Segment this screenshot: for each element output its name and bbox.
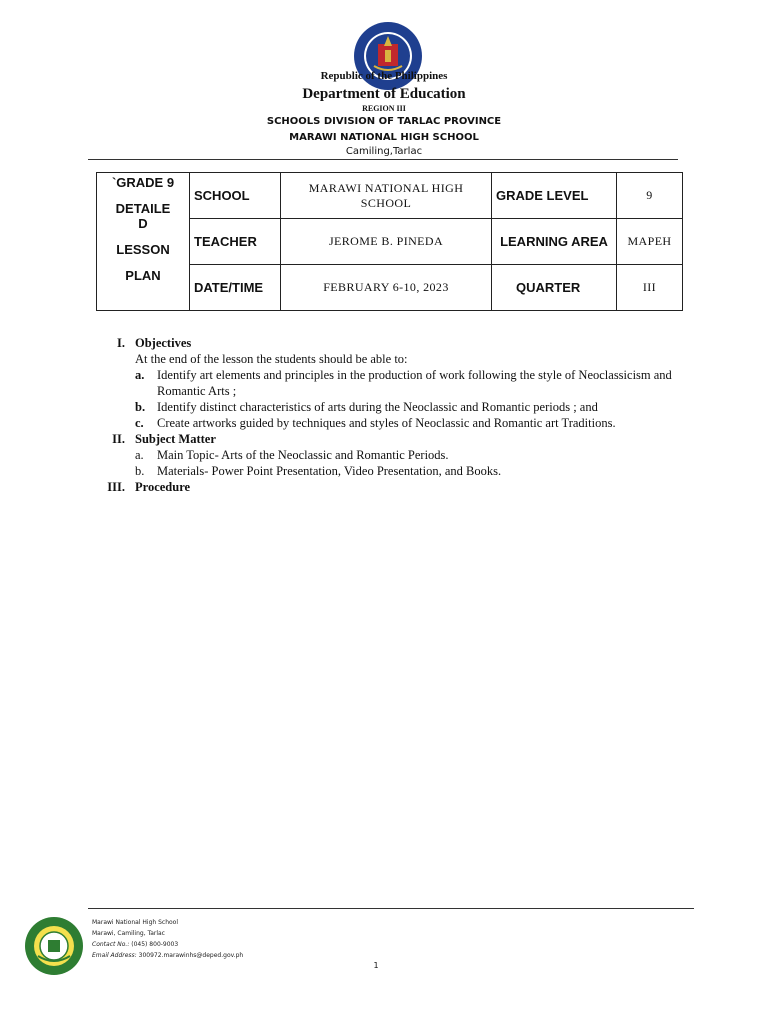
list-item — [88, 463, 688, 479]
school-logo — [24, 916, 84, 976]
item-text: Identify distinct characteristics of arts during the Neoclassic and Romantic periods ; and — [157, 400, 598, 414]
grade-line-4: PLAN — [125, 268, 161, 283]
list-item — [88, 447, 688, 463]
lesson-content — [88, 335, 688, 495]
list-item — [88, 399, 688, 415]
section-title: Subject Matter — [135, 432, 216, 446]
grade-level-label: GRADE LEVEL — [492, 173, 617, 219]
location-line: Camiling,Tarlac — [345, 146, 423, 157]
datetime-label: DATE/TIME — [190, 265, 281, 311]
teacher-label: TEACHER — [190, 219, 281, 265]
section-subject-matter — [88, 431, 688, 447]
contact-label: Contact No.: — [92, 941, 130, 948]
page-number: 1 — [373, 961, 379, 970]
section-number: III. — [107, 480, 125, 494]
school-line: MARAWI NATIONAL HIGH SCHOOL — [289, 132, 479, 143]
grade-level-value: 9 — [617, 173, 683, 219]
learning-area-label: LEARNING AREA — [492, 219, 617, 265]
section-title: Procedure — [135, 480, 191, 494]
learning-area-value: MAPEH — [617, 219, 683, 265]
item-letter: a. — [135, 368, 145, 382]
footer-address: Marawi, Camiling, Tarlac — [92, 930, 165, 937]
teacher-value: JEROME B. PINEDA — [281, 219, 492, 265]
header-divider — [88, 159, 678, 160]
footer-info — [92, 917, 243, 961]
section-objectives — [88, 335, 688, 351]
republic-line: Republic of the Philippines — [320, 70, 448, 82]
section-number: I. — [117, 336, 125, 350]
datetime-value: FEBRUARY 6-10, 2023 — [281, 265, 492, 311]
grade-lesson-plan-cell — [97, 173, 190, 311]
department-title: Department of Education — [302, 86, 466, 102]
item-text: Identify art elements and principles in the production of work following the style of Neoclassicism and Romantic Arts ; — [157, 368, 672, 398]
item-letter: a. — [135, 448, 144, 462]
item-letter: b. — [135, 400, 146, 414]
section-title: Objectives — [135, 336, 192, 350]
lesson-info-table — [96, 172, 683, 311]
quarter-value: III — [617, 265, 683, 311]
email-label: Email Address: — [92, 952, 137, 959]
section-procedure — [88, 479, 688, 495]
grade-line-2: DETAILE D — [115, 201, 171, 231]
item-text: Materials- Power Point Presentation, Video Presentation, and Books. — [157, 464, 502, 478]
list-item — [88, 367, 688, 399]
division-line: SCHOOLS DIVISION OF TARLAC PROVINCE — [266, 116, 502, 127]
footer-school-name: Marawi National High School — [92, 919, 179, 926]
grade-line-3: LESSON — [116, 242, 170, 257]
footer-email — [92, 950, 243, 961]
section-number: II. — [112, 432, 125, 446]
footer-contact — [92, 939, 243, 950]
region-line: REGION III — [362, 104, 406, 113]
item-letter: b. — [135, 464, 145, 478]
item-text: Create artworks guided by techniques and styles of Neoclassic and Romantic art Traditions. — [157, 416, 616, 430]
item-letter: c. — [135, 416, 144, 430]
item-text: Main Topic- Arts of the Neoclassic and Romantic Periods. — [157, 448, 449, 462]
email-value: 300972.marawinhs@deped.gov.ph — [138, 952, 244, 959]
list-item — [88, 415, 688, 431]
grade-line-1: `GRADE 9 — [111, 175, 175, 190]
school-value: MARAWI NATIONAL HIGH SCHOOL — [281, 173, 492, 219]
objectives-intro: At the end of the lesson the students should be able to: — [135, 352, 408, 366]
quarter-label: QUARTER — [492, 265, 617, 311]
footer-divider — [88, 908, 694, 909]
school-label: SCHOOL — [190, 173, 281, 219]
contact-value: (045) 800-9003 — [131, 941, 179, 948]
